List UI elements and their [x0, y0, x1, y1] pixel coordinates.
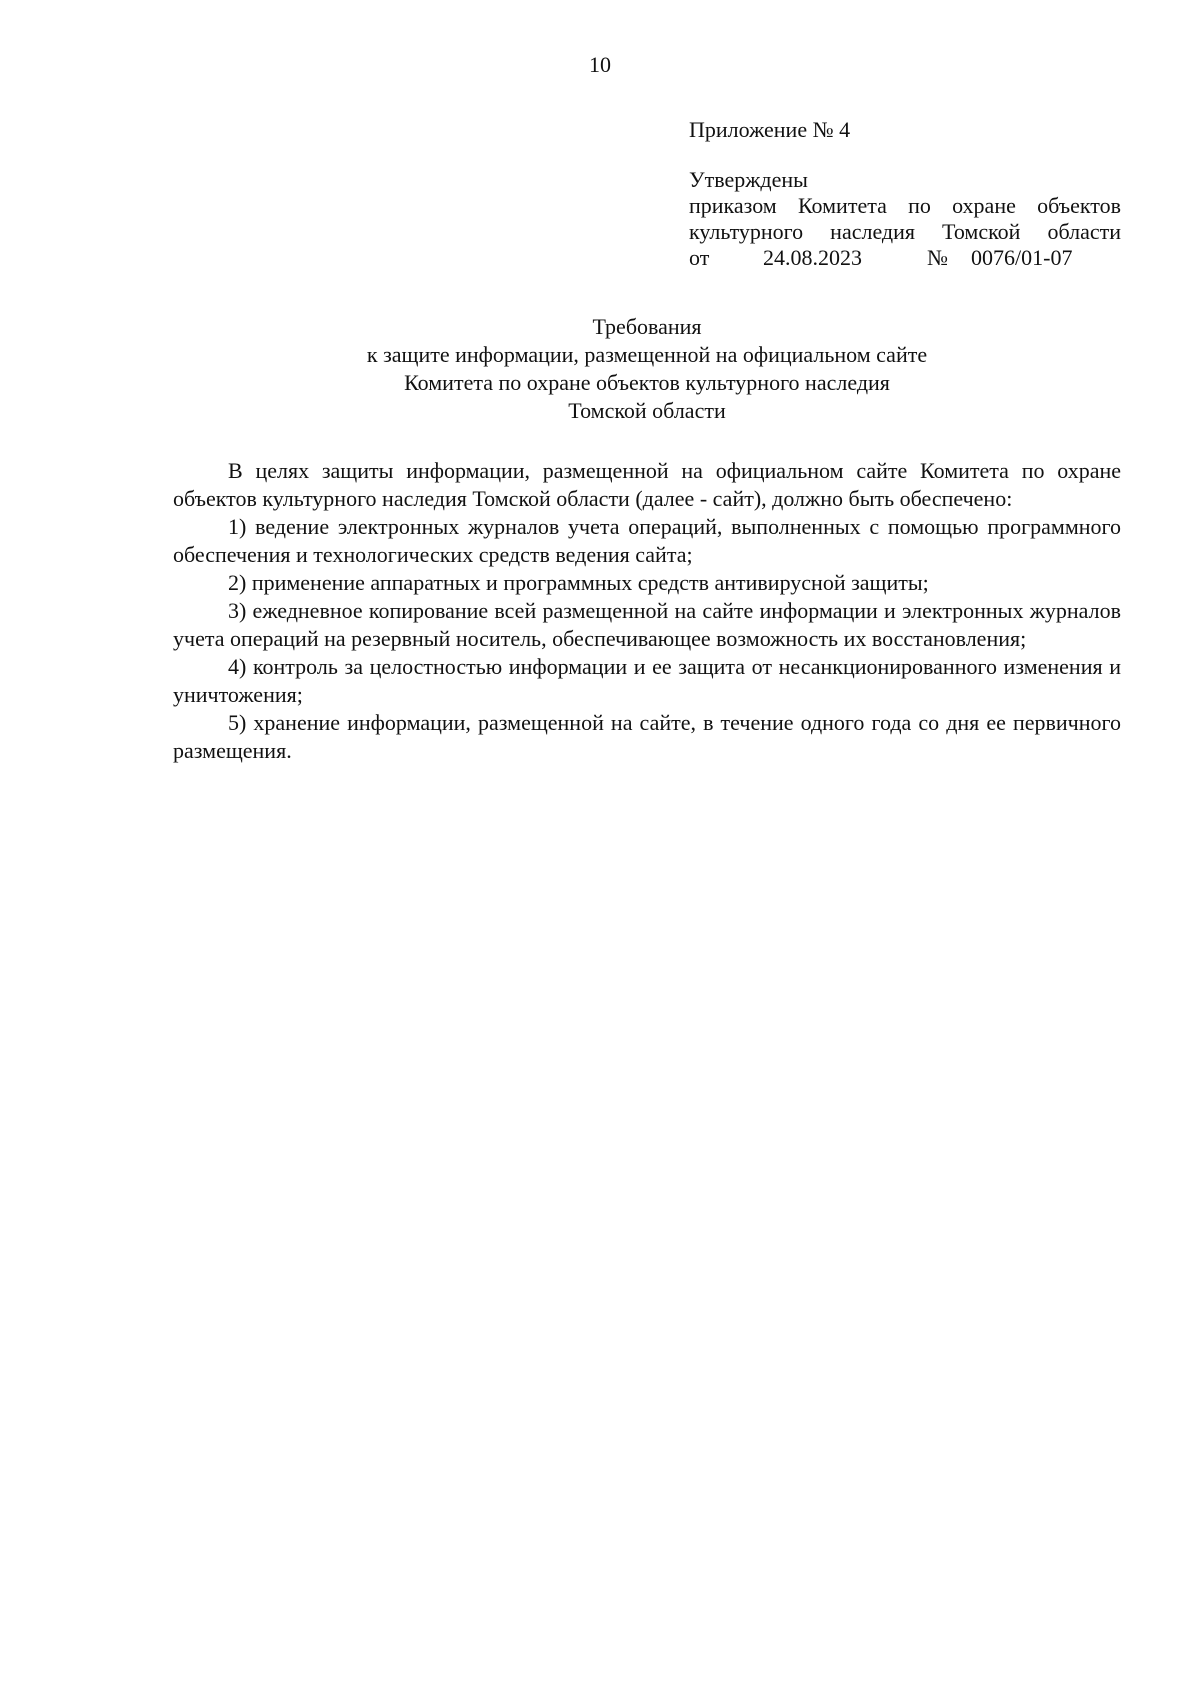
page-number: 10 — [589, 52, 611, 77]
title-line-4: Томской области — [568, 398, 726, 423]
order-details — [689, 245, 1121, 271]
title-line-3: Комитета по охране объектов культурного наследия — [404, 370, 890, 395]
order-number: 0076/01-07 — [971, 245, 1073, 270]
order-line-1: приказом Комитета по охране объектов — [689, 193, 1121, 218]
approval-block — [689, 117, 1121, 271]
order-from-label: от — [689, 245, 710, 270]
list-item: 5) хранение информации, размещенной на сайте, в течение одного года со дня ее первичного размещения. — [173, 710, 1121, 763]
order-line-2: культурного наследия Томской области — [689, 219, 1121, 244]
approved-label: Утверждены — [689, 167, 808, 192]
document-title — [173, 313, 1121, 425]
document-body — [173, 457, 1121, 765]
title-line-1: Требования — [592, 314, 702, 339]
order-number-label: № — [927, 245, 948, 270]
list-item: 1) ведение электронных журналов учета операций, выполненных с помощью программного обеспечения и технологических средств ведения сайта; — [173, 514, 1121, 567]
list-item: 3) ежедневное копирование всей размещенной на сайте информации и электронных журналов учета операций на резервный носитель, обеспечивающее возможность их восстановления; — [173, 598, 1121, 651]
title-line-2: к защите информации, размещенной на официальном сайте — [366, 342, 928, 367]
list-item: 4) контроль за целостностью информации и ее защита от несанкционированного изменения и уничтожения; — [173, 654, 1121, 707]
appendix-label: Приложение № 4 — [689, 117, 851, 142]
list-item: 2) применение аппаратных и программных средств антивирусной защиты; — [228, 570, 929, 595]
order-date: 24.08.2023 — [763, 245, 862, 270]
intro-paragraph: В целях защиты информации, размещенной на официальном сайте Комитета по охране объектов культурного наследия Томской области (далее - сайт), должно быть обеспечено: — [173, 458, 1121, 511]
